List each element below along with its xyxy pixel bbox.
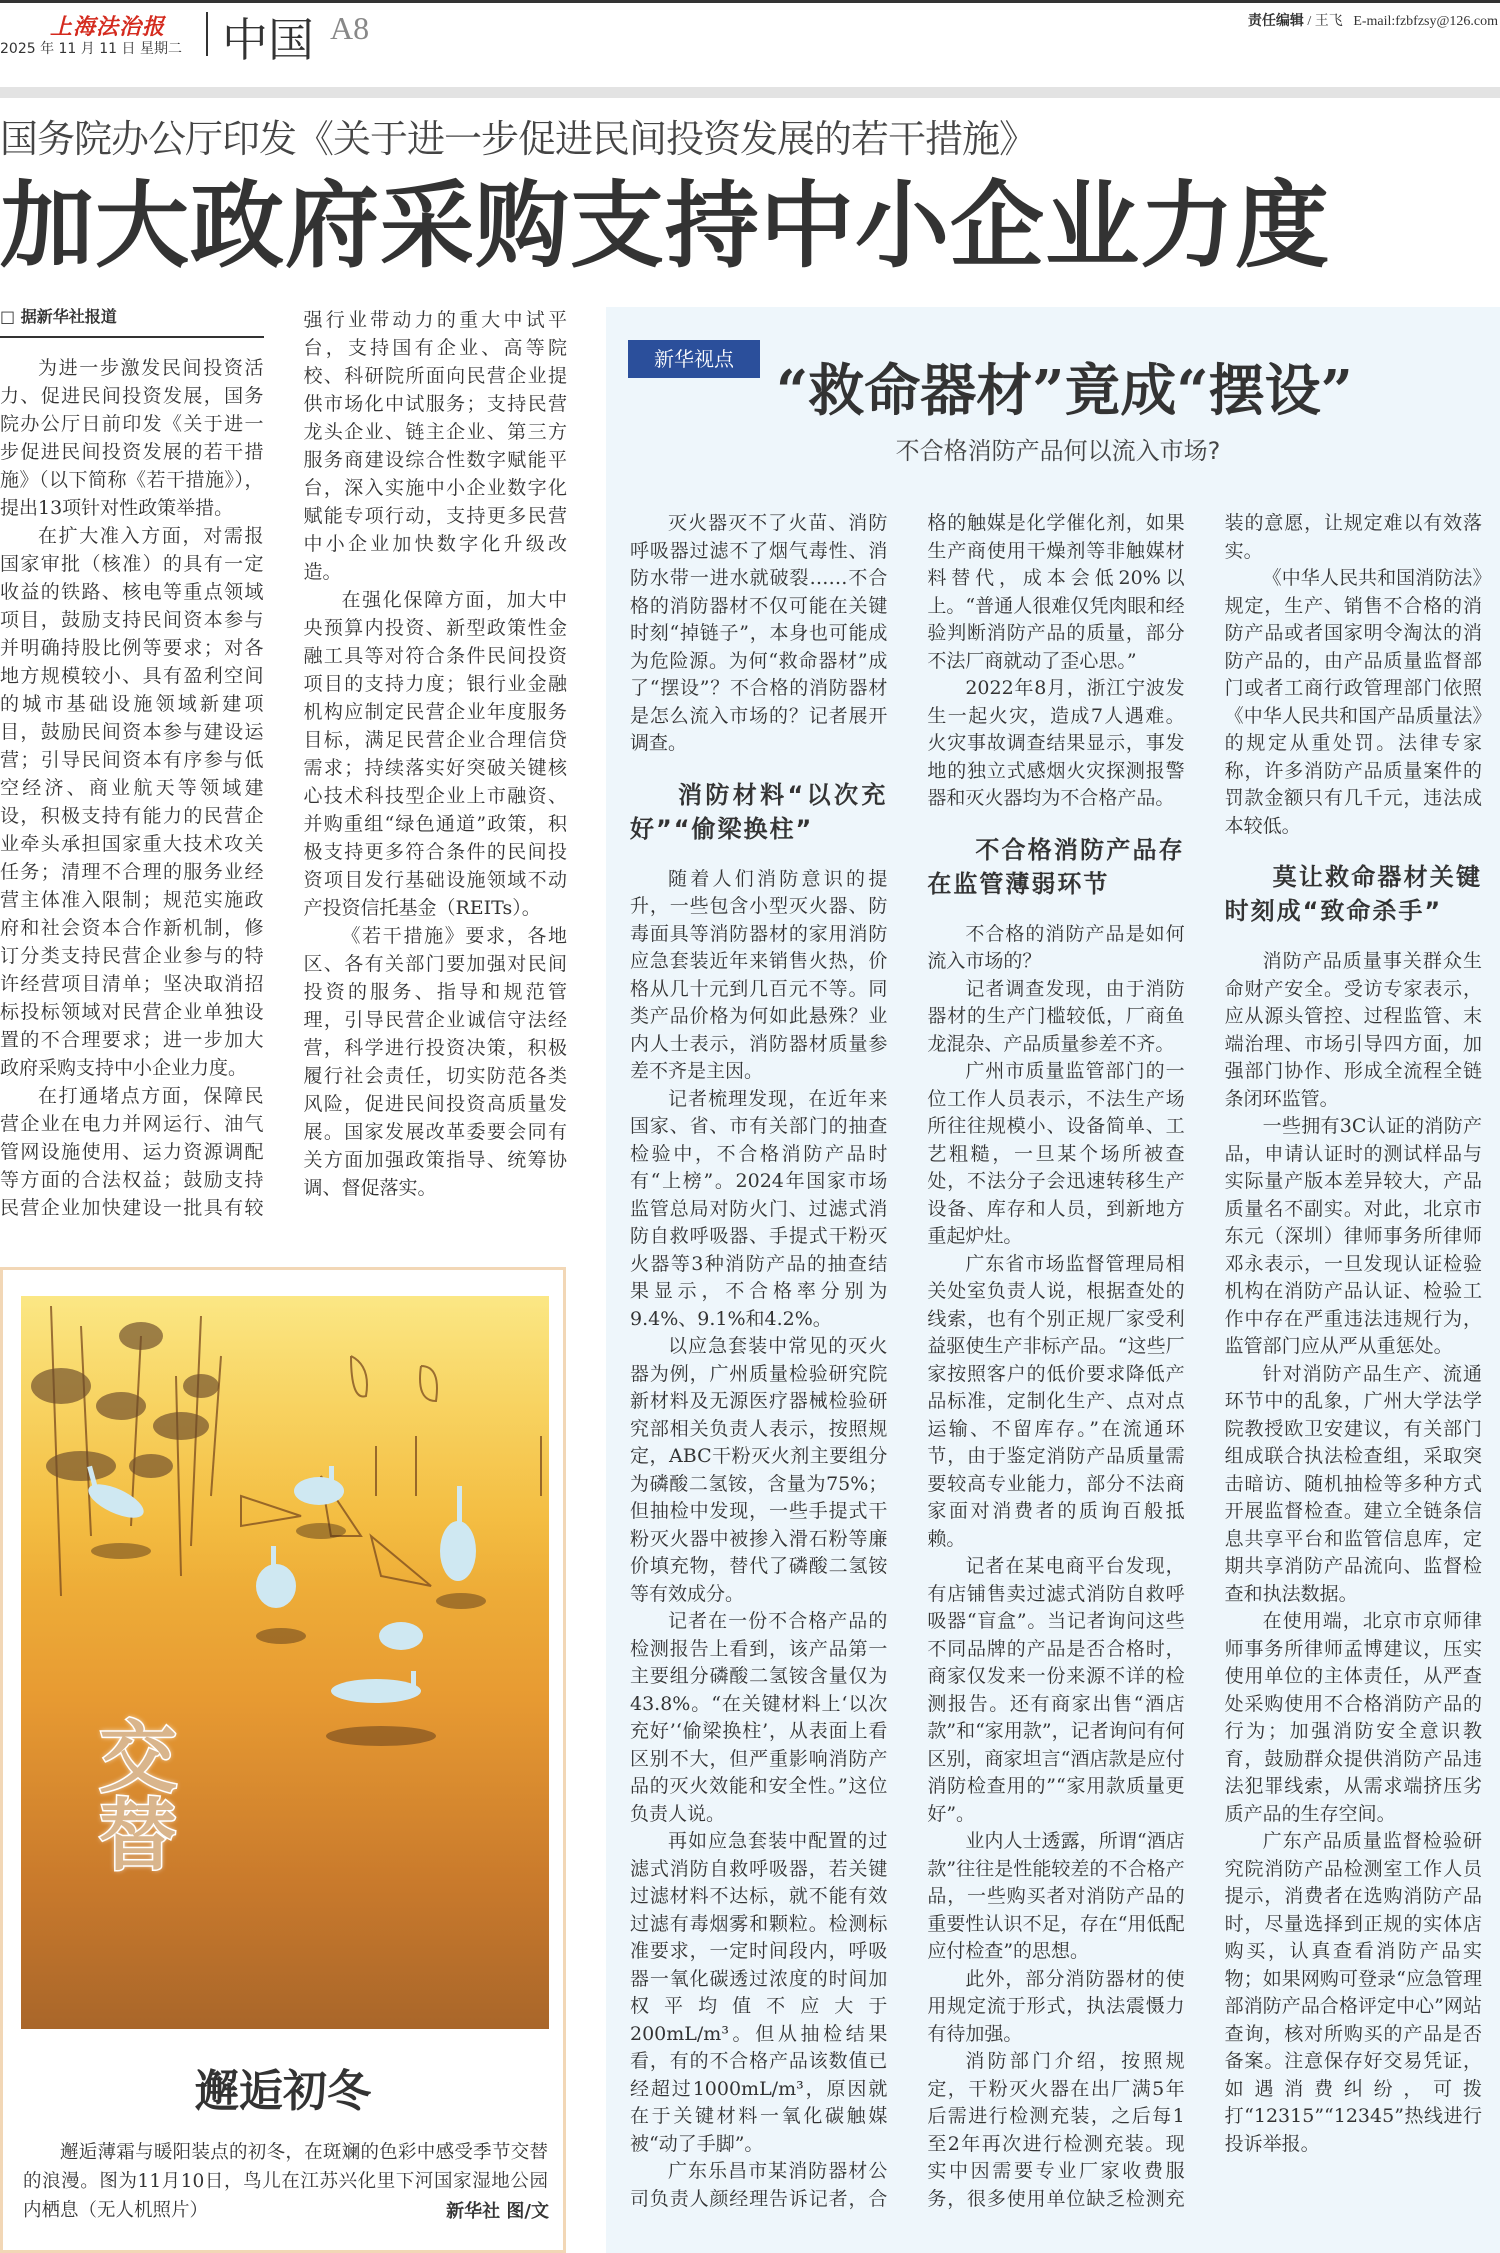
section-name: 中国 bbox=[222, 13, 314, 67]
feature-paragraph: 广东产品质量监督检验研究院消防产品检测室工作人员提示，消费者在选购消防产品时，尽量选择到正规的实体店购买，认真查看消防产品实物；如果网购可登录“应急管理部消防产品合格评定中心”网站查询，核对所购买的产品是否备案。注意保存好交易凭证，如遇消费纠纷，可拨打“12315”“12345”热线进行投诉举报。 bbox=[1224, 1830, 1482, 2155]
egrets-wetland-photo bbox=[21, 1296, 549, 2029]
lead-article-body bbox=[0, 306, 567, 1222]
feature-paragraph: 不合格的消防产品是如何流入市场的？ bbox=[927, 922, 1185, 972]
masthead-divider bbox=[206, 12, 208, 56]
photo-overlay-title: 交替 bbox=[86, 1716, 177, 1872]
feature-headline: “救命器材”竟成“摆设” bbox=[776, 358, 1353, 424]
feature-subhead: 不合格消防产品存在监管薄弱环节 bbox=[927, 835, 1185, 898]
photo-title: 邂逅初冬 bbox=[195, 2066, 371, 2117]
feature-paragraph: 记者在某电商平台发现，有店铺售卖过滤式消防自救呼吸器“盲盒”。当记者询问这些不同品牌的产品是否合格时，商家仅发来一份来源不详的检测报告。还有商家出售“酒店款”和“家用款”，记者询问有何区别，商家坦言“酒店款是应付消防检查用的”“家用款质量更好”。 bbox=[927, 1555, 1185, 1825]
photo-feature bbox=[0, 1267, 566, 2253]
issue-date: 2025 年 11 月 11 日 星期二 bbox=[0, 41, 182, 57]
feature-paragraph: 再如应急套装中配置的过滤式消防自救呼吸器，若关键过滤材料不达标，就不能有效过滤有毒烟雾和颗粒。检测标准要求，一定时间段内，呼吸器一氧化碳透过浓度的时间加权平均值不应大于200mL/m³。但从抽检结果看，有的不合格产品该数值已经超过1000mL/m³，原因就在于关键材料一氧化碳触媒被“动了手脚”。 bbox=[630, 1830, 888, 2155]
feature-paragraph: 随着人们消防意识的提升，一些包含小型灭火器、防毒面具等消防器材的家用消防应急套装近年来销售火热，价格从几十元到几百元不等。同类产品价格为何如此悬殊？业内人士表示，消防器材质量参差不齐是主因。 bbox=[630, 867, 888, 1082]
feature-paragraph: 在使用端，北京市京师律师事务所律师孟博建议，压实使用单位的主体责任，从严查处采购使用不合格消防产品的行为；加强消防安全意识教育，鼓励群众提供消防产品违法犯罪线索，从需求端挤压劣质产品的生存空间。 bbox=[1224, 1610, 1482, 1825]
editor-name: / 王飞 bbox=[1307, 14, 1343, 29]
feature-paragraph: 业内人士透露，所谓“酒店款”往往是性能较差的不合格产品，一些购买者对消防产品的重要性认识不足，存在“用低配应付检查”的思想。 bbox=[927, 1830, 1185, 1962]
feature-paragraph: 针对消防产品生产、流通环节中的乱象，广州大学法学院教授欧卫安建议，有关部门组成联合执法检查组，采取突击暗访、随机抽检等多种方式开展监督检查。建立全链条信息共享平台和监管信息库，定期共享消防产品流向、监督检查和执法数据。 bbox=[1224, 1362, 1482, 1605]
feature-paragraph: 消防部门介绍，按照规定，干粉灭火器在出厂满5年后需进行检测充装，之后每1至2年再次进行检测充装。现实中因需要专业厂家收费服务，很多使用单位缺乏检测充装的意愿，让规定难以有效落实。 bbox=[927, 512, 1482, 2210]
feature-paragraph: 广东省市场监督管理局相关处室负责人说，根据查处的线索，也有个别正规厂家受利益驱使生产非标产品。“这些厂家按照客户的低价要求降低产品标准，定制化生产、点对点运输、不留库存。”在流通环节，由于鉴定消防产品质量需要较高专业能力，部分不法商家面对消费者的质询百般抵赖。 bbox=[927, 1252, 1185, 1550]
feature-paragraph: 一些拥有3C认证的消防产品，申请认证时的测试样品与实际量产版本差异较大，产品质量名不副实。对此，北京市东元（深圳）律师事务所律师邓永表示，一旦发现认证检验机构在消防产品认证、检验工作中存在严重违法违规行为，监管部门应从严从重惩处。 bbox=[1224, 1115, 1482, 1357]
lead-paragraph: 在打通堵点方面，保障民营企业在电力并网运行、油气管网设施使用、运力资源调配等方面的合法权益；鼓励支持民营企业加快建设一批具有较强行业带动力的重大中试平台，支持国有企业、高等院校、科研院所面向民营企业提供市场化中试服务；支持民营龙头企业、链主企业、第三方服务商建设综合性数字赋能平台，深入实施中小企业数字化赋能专项行动，支持更多民营中小企业加快数字化升级改造。 bbox=[0, 309, 567, 1219]
lead-paragraph: 在强化保障方面，加大中央预算内投资、新型政策性金融工具等对符合条件民间投资项目的支持力度；银行业金融机构应制定民营企业年度服务目标，满足民营企业合理信贷需求；持续落实好突破关键核心技术科技型企业上市融资、并购重组“绿色通道”政策，积极支持更多符合条件的民间投资项目发行基础设施领域不动产投资信托基金（REITs）。 bbox=[303, 589, 567, 919]
feature-paragraph: 以应急套装中常见的灭火器为例，广州质量检验研究院新材料及无源医疗器械检验研究部相关负责人表示，按照规定，ABC干粉灭火剂主要组分为磷酸二氢铵，含量为75%；但抽检中发现，一些手提式干粉灭火器中被掺入滑石粉等廉价填充物，替代了磷酸二氢铵等有效成分。 bbox=[630, 1335, 888, 1605]
column-badge: 新华视点 bbox=[628, 340, 760, 378]
editor-label: 责任编辑 bbox=[1247, 13, 1304, 29]
editor-email[interactable]: E-mail:fzbfzsy@126.com bbox=[1353, 14, 1498, 29]
feature-paragraph: 2022年8月，浙江宁波发生一起火灾，造成7人遇难。火灾事故调查结果显示，事发地的独立式感烟火灾探测报警器和灭火器均为不合格产品。 bbox=[927, 677, 1185, 809]
feature-subheadline: 不合格消防产品何以流入市场? bbox=[895, 437, 1221, 465]
page-number: A8 bbox=[330, 10, 370, 46]
lead-paragraph: 《若干措施》要求，各地区、各有关部门要加强对民间投资的服务、指导和规范管理，引导民营企业诚信守法经营，科学进行投资决策，积极履行社会责任，切实防范各类风险，促进民间投资高质量发展。国家发展改革委要会同有关方面加强政策指导、统筹协调、督促落实。 bbox=[303, 925, 567, 1199]
feature-article-body bbox=[630, 510, 1482, 2213]
header-band bbox=[0, 87, 1500, 98]
feature-paragraph: 消防产品质量事关群众生命财产安全。受访专家表示，应从源头管控、过程监管、末端治理、市场引导四方面，加强部门协作、形成全流程全链条闭环监管。 bbox=[1224, 950, 1482, 1110]
top-rule bbox=[0, 0, 1500, 3]
photo-credit: 新华社 图/文 bbox=[446, 2201, 549, 2222]
feature-paragraph: 广州市质量监管部门的一位工作人员表示，不法生产场所往往规模小、设备简单、工艺粗糙，一旦某个场所被查处，不法分子会迅速转移生产设备、库存和人员，到新地方重起炉灶。 bbox=[927, 1060, 1185, 1247]
feature-subhead: 莫让救命器材关键时刻成“致命杀手” bbox=[1224, 863, 1482, 925]
lead-byline: □ 据新华社报道 bbox=[0, 306, 264, 338]
lead-paragraph: 为进一步激发民间投资活力、促进民间投资发展，国务院办公厅日前印发《关于进一步促进民间投资发展的若干措施》（以下简称《若干措施》），提出13项针对性政策举措。 bbox=[0, 357, 264, 519]
lead-kicker: 国务院办公厅印发《关于进一步促进民间投资发展的若干措施》 bbox=[0, 117, 1037, 161]
feature-paragraph: 灭火器灭不了火苗、消防呼吸器过滤不了烟气毒性、消防水带一进水就破裂……不合格的消防器材不仅可能在关键时刻“掉链子”，本身也可能成为危险源。为何“救命器材”成了“摆设”？不合格的消防器材是怎么流入市场的？记者展开调查。 bbox=[630, 512, 888, 754]
editor-info bbox=[1248, 10, 1498, 30]
feature-paragraph: 《中华人民共和国消防法》规定，生产、销售不合格的消防产品或者国家明令淘汰的消防产品的，由产品质量监督部门或者工商行政管理部门依照《中华人民共和国产品质量法》的规定从重处罚。法律专家称，许多消防产品质量案件的罚款金额只有几千元，违法成本较低。 bbox=[1224, 567, 1482, 837]
photo-illustration bbox=[21, 1296, 549, 2029]
photo-caption: 邂逅薄霜与暖阳装点的初冬，在斑斓的色彩中感受季节交替的浪漫。图为11月10日，鸟儿在江苏兴化里下河国家湿地公园内栖息（无人机照片） bbox=[23, 2142, 548, 2221]
feature-subhead: 消防材料“以次充好”“偷梁换柱” bbox=[630, 780, 888, 843]
lead-paragraph: 在扩大准入方面，对需报国家审批（核准）的具有一定收益的铁路、核电等重点领域项目，鼓励支持民间资本参与并明确持股比例等要求；对各地方规模较小、具有盈利空间的城市基础设施领域新建项目，鼓励民间资本参与建设运营；引导民间资本有序参与低空经济、商业航天等领域建设，积极支持有能力的民营企业牵头承担国家重大技术攻关任务；清理不合理的服务业经营主体准入限制；规范实施政府和社会资本合作新机制，修订分类支持民营企业参与的特许经营项目清单；坚决取消招标投标领域对民营企业单独设置的不合理要求；进一步加大政府采购支持中小企业力度。 bbox=[0, 525, 264, 1079]
feature-story-box bbox=[606, 307, 1500, 2253]
feature-paragraph: 广东乐昌市某消防器材公司负责人颜经理告诉记者，合格的触媒是化学催化剂，如果生产商使用干燥剂等非触媒材料替代，成本会低20%以上。“普通人很难仅凭肉眼和经验判断消防产品的质量，部分不法厂商就动了歪心思。” bbox=[630, 512, 1185, 2210]
lead-headline: 加大政府采购支持中小企业力度 bbox=[0, 171, 1331, 281]
feature-paragraph: 记者调查发现，由于消防器材的生产门槛较低，厂商鱼龙混杂、产品质量参差不齐。 bbox=[927, 977, 1185, 1055]
feature-paragraph: 记者梳理发现，在近年来国家、省、市有关部门的抽查检验中，不合格消防产品时有“上榜”。2024年国家市场监管总局对防火门、过滤式消防自救呼吸器、手提式干粉灭火器等3种消防产品的抽查结果显示，不合格率分别为9.4%、9.1%和4.2%。 bbox=[630, 1087, 888, 1330]
feature-paragraph: 记者在一份不合格产品的检测报告上看到，该产品第一主要组分磷酸二氢铵含量仅为43.8%。“在关键材料上‘以次充好’‘偷梁换柱’，从表面上看区别不大，但严重影响消防产品的灭火效能和安全性。”这位负责人说。 bbox=[630, 1610, 888, 1825]
feature-paragraph: 此外，部分消防器材的使用规定流于形式，执法震慑力有待加强。 bbox=[927, 1967, 1185, 2045]
newspaper-logo: 上海法治报 bbox=[50, 14, 166, 40]
